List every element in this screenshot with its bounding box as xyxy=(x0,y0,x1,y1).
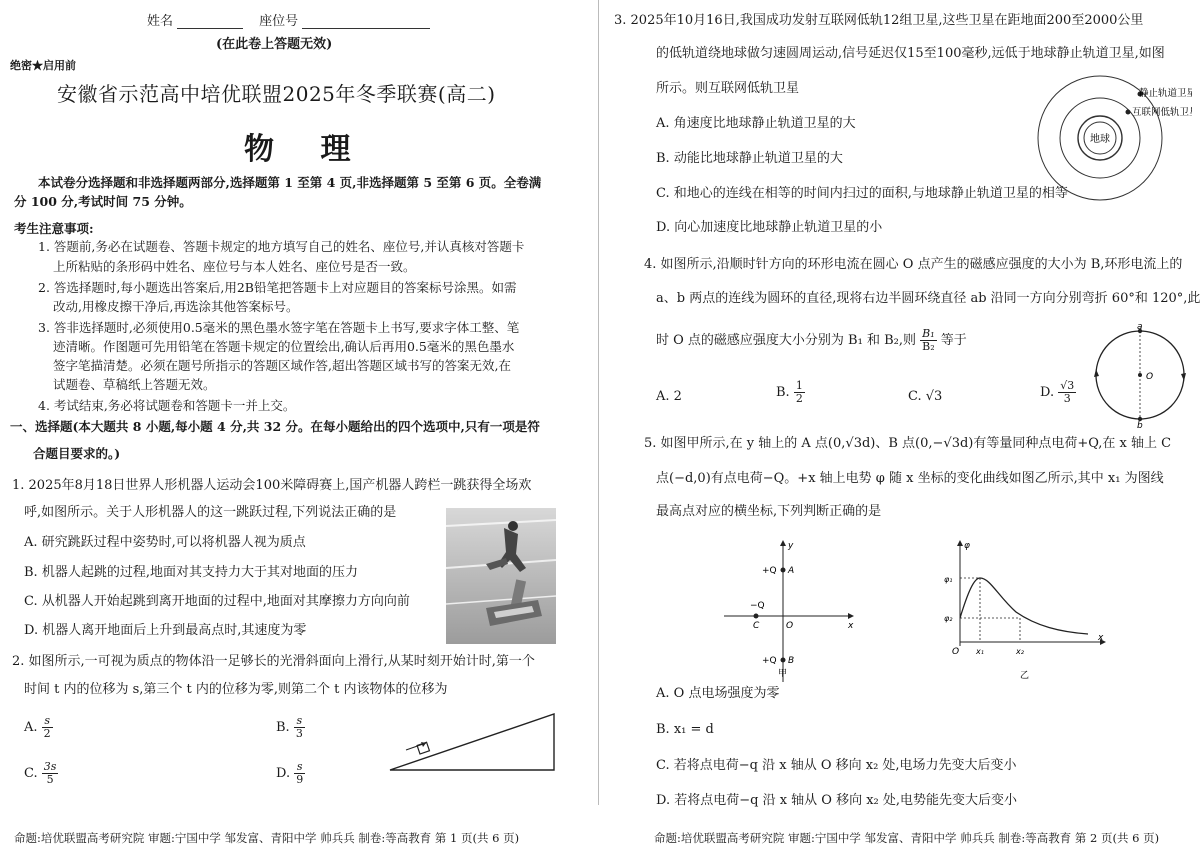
exam-title: 安徽省示范高中培优联盟2025年冬季联赛(高二) xyxy=(57,82,496,106)
section1-heading-1: 一、选择题(本大题共 8 小题,每小题 4 分,共 32 分。在每小题给出的四个选项中,只有一项是符 xyxy=(10,419,540,434)
page-2 xyxy=(600,0,1200,862)
notice-item-2b: 改动,用橡皮擦干净后,再选涂其他答案标号。 xyxy=(53,299,299,314)
q5-stem-3: 最高点对应的横坐标,下列判断正确的是 xyxy=(656,504,882,519)
q5-option-c: C. 若将点电荷−q 沿 x 轴从 O 移向 x₂ 处,电场力先变大后变小 xyxy=(656,758,1017,773)
q4-option-c: C. √3 xyxy=(908,389,943,404)
ring-label-o: O xyxy=(1146,372,1154,382)
q5-option-d: D. 若将点电荷−q 沿 x 轴从 O 移向 x₂ 处,电势能先变大后变小 xyxy=(656,793,1018,808)
orbit-geo-label: 静止轨道卫星 xyxy=(1139,88,1192,99)
fig2-x-label: x xyxy=(1098,633,1104,643)
fig1-x-label: x xyxy=(848,621,854,631)
q3-option-c: C. 和地心的连线在相等的时间内扫过的面积,与地球静止轨道卫星的相等 xyxy=(656,186,1068,201)
q4-option-a: A. 2 xyxy=(656,389,682,404)
ring-current-figure xyxy=(1094,322,1188,428)
robot-hurdle-photo xyxy=(446,508,556,644)
intro-line-1: 本试卷分选择题和非选择题两部分,选择题第 1 至第 4 页,非选择题第 5 至第 6 页。全卷满 xyxy=(38,175,542,190)
fig1-nq-label: −Q xyxy=(750,601,765,611)
q5-stem-1: 5. 如图甲所示,在 y 轴上的 A 点(0,√3d)、B 点(0,−√3d)有等量同种点电荷+Q,在 x 轴上 C xyxy=(644,436,1172,451)
footer-page-1: 命题:培优联盟高考研究院 审题:宁国中学 邹发富、青阳中学 帅兵兵 制卷:等高教育 第 1 页(共 6 页) xyxy=(14,831,520,845)
q4-stem-1: 4. 如图所示,沿顺时针方向的环形电流在圆心 O 点产生的磁感应强度的大小为 B,环形电流上的 xyxy=(644,257,1183,272)
notice-item-4: 4. 考试结束,务必将试题卷和答题卡一并上交。 xyxy=(38,398,296,413)
q3-stem-3: 所示。则互联网低轨卫星 xyxy=(656,81,800,96)
q2-stem-2: 时间 t 内的位移为 s,第三个 t 内的位移为零,则第二个 t 内该物体的位移为 xyxy=(24,682,448,697)
q5-option-b: B. x₁ = d xyxy=(656,722,714,737)
ring-label-a: a xyxy=(1137,322,1143,332)
notice-item-1b: 上所粘贴的条形码中姓名、座位号与本人姓名、座位号是否一致。 xyxy=(53,259,416,274)
q3-option-a: A. 角速度比地球静止轨道卫星的大 xyxy=(656,116,856,131)
q4-stem-3: 时 O 点的磁感应强度大小分别为 B₁ 和 B₂,则 $\frac{\text{B₁}}{\text{B₂}}$ 等于 xyxy=(656,327,967,353)
footer-page-2: 命题:培优联盟高考研究院 审题:宁国中学 邹发富、青阳中学 帅兵兵 制卷:等高教育 第 2 页(共 6 页) xyxy=(654,831,1160,845)
orbit-leo-label: 互联网低轨卫星 xyxy=(1132,107,1192,118)
notice-item-1a: 1. 答题前,务必在试题卷、答题卡规定的地方填写自己的姓名、座位号,并认真核对答题卡 xyxy=(38,239,525,254)
subject-title: 物 理 xyxy=(244,132,369,167)
q3-stem-2: 的低轨道绕地球做匀速圆周运动,信号延迟仅15至100毫秒,远低于地球静止轨道卫星,如图 xyxy=(656,46,1165,61)
fig2-o-label: O xyxy=(952,647,960,657)
page-1 xyxy=(0,0,598,862)
fig2-phi2-label: φ₂ xyxy=(944,614,953,623)
q3-stem-1: 3. 2025年10月16日,我国成功发射互联网低轨12组卫星,这些卫星在距地面200至2000公里 xyxy=(614,13,1144,28)
fig2-caption: 乙 xyxy=(1020,671,1030,681)
fig1-y-label: y xyxy=(788,541,794,551)
secret-mark: 绝密★启用前 xyxy=(10,59,76,72)
q4-stem-2: a、b 两点的连线为圆环的直径,现将右边半圆环绕直径 ab 沿同一方向分别弯折 60°和 120°,此 xyxy=(656,291,1200,306)
q4-option-d: D. $\frac{√3}{3}$ xyxy=(1040,379,1075,405)
potential-curve-figure xyxy=(938,536,1110,686)
invalid-note: (在此卷上答题无效) xyxy=(216,37,333,52)
fig1-c-label: C xyxy=(753,621,760,631)
fig1-b-label: B xyxy=(788,656,795,666)
q2-option-c: C. $\frac{3s}{5}$ xyxy=(24,760,57,786)
q4-option-b: B. $\frac{1}{2}$ xyxy=(776,379,803,405)
name-field: 姓名 座位号 xyxy=(147,10,430,29)
fig1-pq-top: +Q xyxy=(762,566,777,576)
fig1-o-label: O xyxy=(786,621,794,631)
page-divider xyxy=(598,0,599,805)
q1-option-c: C. 从机器人开始起跳到离开地面的过程中,地面对其摩擦力方向向前 xyxy=(24,594,410,609)
q3-option-b: B. 动能比地球静止轨道卫星的大 xyxy=(656,151,843,166)
notice-item-2a: 2. 答选择题时,每小题选出答案后,用2B铅笔把答题卡上对应题目的答案标号涂黑。如需 xyxy=(38,280,517,295)
fig2-phi-label: φ xyxy=(964,541,970,551)
orbit-earth-label: 地球 xyxy=(1090,134,1110,145)
notice-item-3b: 迹清晰。作图题可先用铅笔在答题卡规定的位置绘出,确认后再用0.5毫米的黑色墨水 xyxy=(53,339,515,354)
q1-stem-1: 1. 2025年8月18日世界人形机器人运动会100米障碍赛上,国产机器人跨栏一跳获得全场欢 xyxy=(12,478,532,493)
q2-stem-1: 2. 如图所示,一可视为质点的物体沿一足够长的光滑斜面向上滑行,从某时刻开始计时,第一个 xyxy=(12,654,535,669)
fig2-phi1-label: φ₁ xyxy=(944,575,953,584)
q2-option-d: D. $\frac{s}{9}$ xyxy=(276,760,304,786)
fig2-x2-label: x₂ xyxy=(1016,647,1024,656)
q1-stem-2: 呼,如图所示。关于人形机器人的这一跳跃过程,下列说法正确的是 xyxy=(24,505,397,520)
q5-option-a: A. O 点电场强度为零 xyxy=(656,686,780,701)
q1-option-d: D. 机器人离开地面后上升到最高点时,其速度为零 xyxy=(24,623,307,638)
intro-line-2: 分 100 分,考试时间 75 分钟。 xyxy=(14,194,192,209)
orbit-figure xyxy=(1036,74,1192,204)
q2-option-b: B. $\frac{s}{3}$ xyxy=(276,714,303,740)
fig1-caption: 甲 xyxy=(778,669,788,679)
ring-label-b: b xyxy=(1137,421,1143,428)
q1-option-b: B. 机器人起跳的过程,地面对其支持力大于其对地面的压力 xyxy=(24,565,358,580)
q3-option-d: D. 向心加速度比地球静止轨道卫星的小 xyxy=(656,220,883,235)
fig1-a-label: A xyxy=(788,566,795,576)
q5-stem-2: 点(−d,0)有点电荷−Q。+x 轴上电势 φ 随 x 坐标的变化曲线如图乙所示,其中 x₁ 为图线 xyxy=(656,471,1164,486)
notice-item-3c: 签字笔描清楚。必须在题号所指示的答题区域作答,超出答题区域书写的答案无效,在 xyxy=(53,358,511,373)
fig1-pq-bot: +Q xyxy=(762,656,777,666)
notice-item-3d: 试题卷、草稿纸上答题无效。 xyxy=(53,377,216,392)
q2-option-a: A. $\frac{s}{2}$ xyxy=(24,714,51,740)
notice-item-3a: 3. 答非选择题时,必须使用0.5毫米的黑色墨水签字笔在答题卡上书写,要求字体工整、笔 xyxy=(38,320,520,335)
incline-figure xyxy=(386,710,558,774)
fig2-x1-label: x₁ xyxy=(976,647,984,656)
charges-figure xyxy=(720,536,860,686)
notice-title: 考生注意事项: xyxy=(14,221,94,236)
q1-option-a: A. 研究跳跃过程中姿势时,可以将机器人视为质点 xyxy=(24,535,306,550)
section1-heading-2: 合题目要求的。) xyxy=(33,446,121,461)
